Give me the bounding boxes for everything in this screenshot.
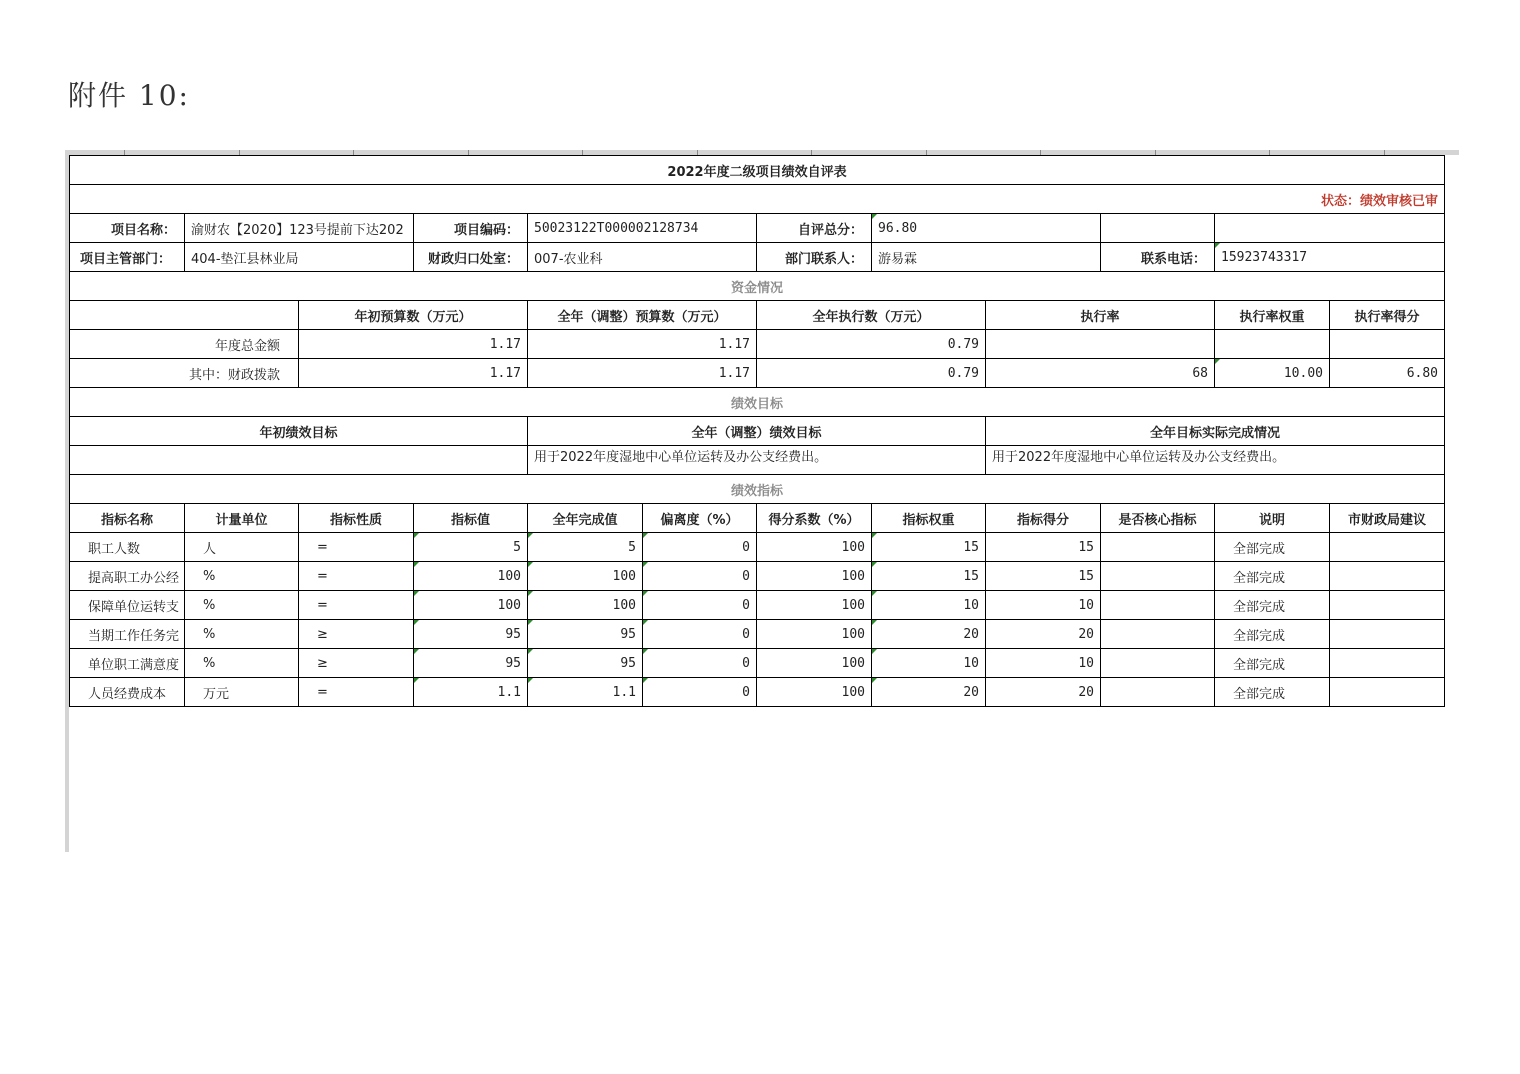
funds-header: 年初预算数（万元） — [299, 301, 528, 330]
table-row — [70, 678, 1445, 707]
indicator-advice[interactable] — [1330, 533, 1445, 562]
funds-header: 全年执行数（万元） — [757, 301, 986, 330]
funds-cell[interactable]: 1.17 — [528, 359, 757, 388]
indicator-value[interactable]: 95 — [414, 620, 528, 649]
table-row — [70, 533, 1445, 562]
finance-office-label: 财政归口处室： — [414, 243, 528, 272]
indicator-note[interactable]: 全部完成 — [1215, 649, 1330, 678]
indicator-done[interactable]: 95 — [528, 620, 643, 649]
indicator-header: 指标名称 — [70, 504, 185, 533]
indicator-header: 计量单位 — [185, 504, 299, 533]
indicator-coefficient[interactable]: 100 — [757, 678, 872, 707]
indicator-weight[interactable]: 20 — [872, 620, 986, 649]
funds-cell[interactable] — [1330, 330, 1445, 359]
table-row — [70, 620, 1445, 649]
indicator-done[interactable]: 100 — [528, 562, 643, 591]
dept-label: 项目主管部门： — [70, 243, 185, 272]
funds-cell[interactable]: 68 — [986, 359, 1215, 388]
indicator-nature[interactable]: = — [299, 591, 414, 620]
indicator-score[interactable]: 15 — [986, 562, 1101, 591]
indicator-core[interactable] — [1101, 620, 1215, 649]
indicator-deviation[interactable]: 0 — [643, 620, 757, 649]
self-score-value[interactable]: 96.80 — [872, 214, 1101, 243]
funds-header: 执行率权重 — [1215, 301, 1330, 330]
funds-header: 执行率得分 — [1330, 301, 1445, 330]
indicator-value[interactable]: 95 — [414, 649, 528, 678]
project-code-value[interactable]: 50023122T000002128734 — [528, 214, 757, 243]
initial-goal-text[interactable] — [70, 446, 528, 475]
funds-cell[interactable]: 1.17 — [299, 359, 528, 388]
self-score-label: 自评总分： — [757, 214, 872, 243]
indicator-done[interactable]: 95 — [528, 649, 643, 678]
indicators-section-title: 绩效指标 — [70, 475, 1445, 504]
indicator-unit[interactable]: % — [185, 562, 299, 591]
indicator-nature[interactable]: = — [299, 678, 414, 707]
indicator-deviation[interactable]: 0 — [643, 533, 757, 562]
status-badge: 状态：绩效审核已审 — [70, 185, 1445, 214]
indicator-done[interactable]: 1.1 — [528, 678, 643, 707]
indicator-name[interactable]: 职工人数 — [70, 533, 185, 562]
funds-header: 全年（调整）预算数（万元） — [528, 301, 757, 330]
goals-header: 年初绩效目标 — [70, 417, 528, 446]
indicator-header: 是否核心指标 — [1101, 504, 1215, 533]
funds-cell[interactable] — [986, 330, 1215, 359]
indicator-name[interactable]: 人员经费成本 — [70, 678, 185, 707]
indicator-note[interactable]: 全部完成 — [1215, 562, 1330, 591]
empty-cell — [70, 301, 299, 330]
goals-section-title: 绩效目标 — [70, 388, 1445, 417]
indicator-note[interactable]: 全部完成 — [1215, 591, 1330, 620]
indicator-weight[interactable]: 15 — [872, 533, 986, 562]
adjusted-goal-text[interactable]: 用于2022年度湿地中心单位运转及办公支经费出。 — [528, 446, 986, 475]
indicator-name[interactable]: 保障单位运转支 — [70, 591, 185, 620]
indicator-header: 得分系数（%） — [757, 504, 872, 533]
indicator-note[interactable]: 全部完成 — [1215, 678, 1330, 707]
indicator-nature[interactable]: = — [299, 562, 414, 591]
indicator-value[interactable]: 100 — [414, 562, 528, 591]
funds-row-label: 其中：财政拨款 — [70, 359, 299, 388]
indicator-advice[interactable] — [1330, 678, 1445, 707]
indicator-unit[interactable]: 人 — [185, 533, 299, 562]
phone-label: 联系电话： — [1101, 243, 1215, 272]
indicator-header: 指标性质 — [299, 504, 414, 533]
indicator-nature[interactable]: = — [299, 533, 414, 562]
indicator-nature[interactable]: ≥ — [299, 649, 414, 678]
indicator-core[interactable] — [1101, 562, 1215, 591]
indicator-weight[interactable]: 15 — [872, 562, 986, 591]
indicator-advice[interactable] — [1330, 562, 1445, 591]
finance-office-value[interactable]: 007-农业科 — [528, 243, 757, 272]
indicator-done[interactable]: 5 — [528, 533, 643, 562]
indicator-note[interactable]: 全部完成 — [1215, 620, 1330, 649]
indicator-name[interactable]: 当期工作任务完 — [70, 620, 185, 649]
funds-header: 执行率 — [986, 301, 1215, 330]
indicator-value[interactable]: 100 — [414, 591, 528, 620]
dept-value[interactable]: 404-垫江县林业局 — [185, 243, 414, 272]
indicator-unit[interactable]: % — [185, 649, 299, 678]
indicator-nature[interactable]: ≥ — [299, 620, 414, 649]
indicator-weight[interactable]: 10 — [872, 649, 986, 678]
indicator-core[interactable] — [1101, 591, 1215, 620]
funds-cell[interactable]: 10.00 — [1215, 359, 1330, 388]
indicator-unit[interactable]: % — [185, 591, 299, 620]
funds-section-title: 资金情况 — [70, 272, 1445, 301]
indicator-coefficient[interactable]: 100 — [757, 562, 872, 591]
indicator-weight[interactable]: 10 — [872, 591, 986, 620]
project-name-value[interactable]: 渝财农【2020】123号提前下达202 — [185, 214, 414, 243]
indicator-header: 指标权重 — [872, 504, 986, 533]
contact-label: 部门联系人： — [757, 243, 872, 272]
indicator-done[interactable]: 100 — [528, 591, 643, 620]
table-row — [70, 649, 1445, 678]
indicator-name[interactable]: 单位职工满意度 — [70, 649, 185, 678]
indicator-value[interactable]: 5 — [414, 533, 528, 562]
indicator-header: 偏离度（%） — [643, 504, 757, 533]
project-name-label: 项目名称： — [70, 214, 185, 243]
empty-cell — [1101, 214, 1215, 243]
funds-cell[interactable]: 1.17 — [299, 330, 528, 359]
empty-cell — [1215, 214, 1445, 243]
evaluation-table — [69, 155, 1445, 707]
indicator-header: 指标值 — [414, 504, 528, 533]
table-title: 2022年度二级项目绩效自评表 — [70, 156, 1445, 185]
indicator-deviation[interactable]: 0 — [643, 678, 757, 707]
indicator-advice[interactable] — [1330, 620, 1445, 649]
funds-row-label: 年度总金额 — [70, 330, 299, 359]
table-row — [70, 562, 1445, 591]
funds-cell[interactable]: 0.79 — [757, 359, 986, 388]
project-code-label: 项目编码： — [414, 214, 528, 243]
indicator-header: 市财政局建议 — [1330, 504, 1445, 533]
indicator-score[interactable]: 10 — [986, 649, 1101, 678]
indicator-score[interactable]: 10 — [986, 591, 1101, 620]
indicator-coefficient[interactable]: 100 — [757, 649, 872, 678]
indicator-name[interactable]: 提高职工办公经 — [70, 562, 185, 591]
funds-cell[interactable] — [1215, 330, 1330, 359]
goals-header: 全年目标实际完成情况 — [986, 417, 1445, 446]
indicator-deviation[interactable]: 0 — [643, 649, 757, 678]
goals-header: 全年（调整）绩效目标 — [528, 417, 986, 446]
indicator-coefficient[interactable]: 100 — [757, 620, 872, 649]
phone-value[interactable]: 15923743317 — [1215, 243, 1445, 272]
indicator-score[interactable]: 20 — [986, 620, 1101, 649]
indicator-score[interactable]: 15 — [986, 533, 1101, 562]
funds-cell[interactable]: 0.79 — [757, 330, 986, 359]
table-row — [70, 591, 1445, 620]
indicator-deviation[interactable]: 0 — [643, 562, 757, 591]
indicator-core[interactable] — [1101, 649, 1215, 678]
indicator-core[interactable] — [1101, 533, 1215, 562]
indicator-unit[interactable]: % — [185, 620, 299, 649]
indicator-advice[interactable] — [1330, 591, 1445, 620]
indicator-unit[interactable]: 万元 — [185, 678, 299, 707]
indicator-weight[interactable]: 20 — [872, 678, 986, 707]
indicator-value[interactable]: 1.1 — [414, 678, 528, 707]
actual-completion-text[interactable]: 用于2022年度湿地中心单位运转及办公支经费出。 — [986, 446, 1445, 475]
indicator-score[interactable]: 20 — [986, 678, 1101, 707]
indicator-coefficient[interactable]: 100 — [757, 533, 872, 562]
indicator-core[interactable] — [1101, 678, 1215, 707]
attachment-label: 附件 10: — [68, 79, 190, 112]
funds-cell[interactable]: 6.80 — [1330, 359, 1445, 388]
indicator-note[interactable]: 全部完成 — [1215, 533, 1330, 562]
indicator-coefficient[interactable]: 100 — [757, 591, 872, 620]
indicator-deviation[interactable]: 0 — [643, 591, 757, 620]
funds-cell[interactable]: 1.17 — [528, 330, 757, 359]
contact-value[interactable]: 游易霖 — [872, 243, 1101, 272]
indicator-header: 说明 — [1215, 504, 1330, 533]
indicator-advice[interactable] — [1330, 649, 1445, 678]
indicator-header: 全年完成值 — [528, 504, 643, 533]
indicator-header: 指标得分 — [986, 504, 1101, 533]
